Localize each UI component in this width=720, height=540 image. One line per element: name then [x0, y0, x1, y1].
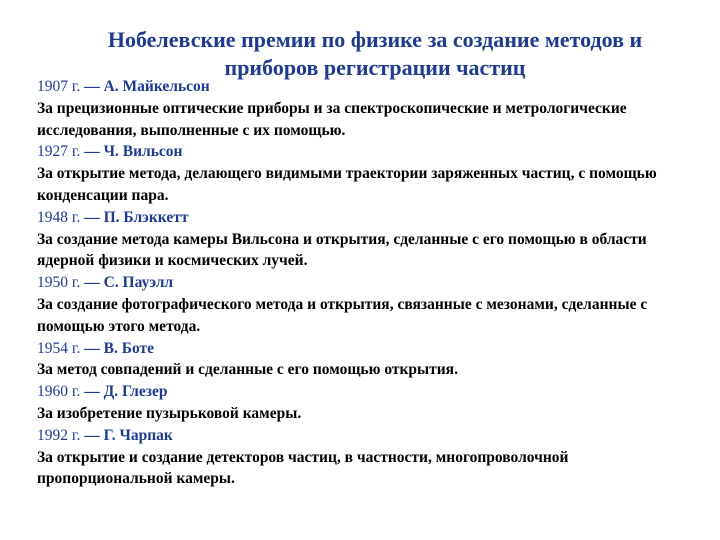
prize-description: За прецизионные оптические приборы и за спектроскопические и метрологические исследования, выполненные с их помощью.	[37, 99, 627, 139]
prize-entry-1907	[37, 76, 707, 141]
prize-list	[37, 76, 707, 490]
prize-entry-1927	[37, 141, 707, 206]
prize-description: За создание фотографического метода и открытия, связанные с мезонами, сделанные с помощью этого метода.	[37, 295, 648, 335]
prize-description: За метод совпадений и сделанные с его помощью открытия.	[37, 361, 458, 379]
prize-year: 1907 г.	[37, 78, 81, 95]
prize-year: 1948 г.	[37, 208, 81, 226]
prize-entry-1960	[37, 381, 707, 425]
prize-year: 1954 г.	[37, 339, 81, 357]
prize-year: 1992 г.	[37, 426, 81, 444]
prize-description: За создание метода камеры Вильсона и открытия, сделанные с его помощью в области ядерной физики и космических лучей.	[37, 230, 647, 270]
prize-laureate: — Ч. Вильсон	[84, 143, 183, 161]
prize-laureate: — Д. Глезер	[84, 383, 168, 401]
page-title	[0, 26, 720, 82]
prize-description: За открытие метода, делающего видимыми траектории заряженных частиц, с помощью конденсации пара.	[37, 165, 657, 204]
prize-laureate: — Г. Чарпак	[84, 426, 173, 444]
prize-entry-1954	[37, 338, 707, 382]
prize-entry-1950	[37, 272, 707, 337]
prize-year: 1927 г.	[37, 143, 81, 161]
page-title-line-2: приборов регистрации частиц	[224, 55, 526, 80]
prize-entry-1948	[37, 207, 707, 272]
prize-laureate: — П. Блэккетт	[84, 208, 189, 226]
prize-laureate: — С. Пауэлл	[84, 274, 174, 292]
page-title-line-1: Нобелевские премии по физике за создание методов и	[107, 27, 643, 52]
prize-description: За открытие и создание детекторов частиц, в частности, многопроволочной пропорциональной камеры.	[37, 448, 569, 488]
prize-laureate: — А. Майкельсон	[84, 78, 210, 95]
prize-description: За изобретение пузырьковой камеры.	[37, 404, 302, 422]
prize-laureate: — В. Боте	[84, 339, 154, 357]
prize-year: 1960 г.	[37, 383, 81, 401]
prize-year: 1950 г.	[37, 274, 81, 292]
prize-entry-1992	[37, 425, 707, 490]
